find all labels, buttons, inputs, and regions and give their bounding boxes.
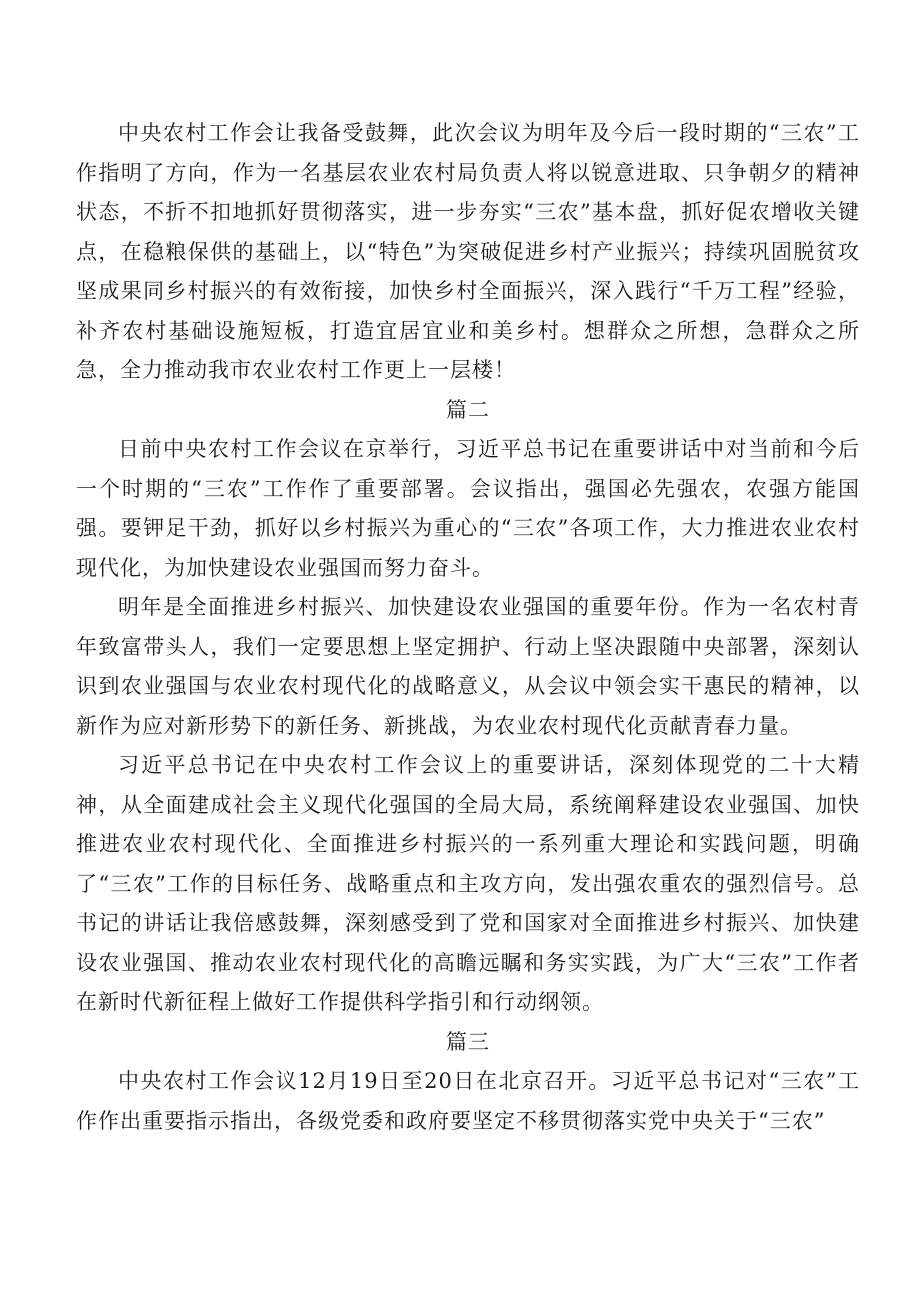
paragraph-5: 中央农村工作会议12月19日至20日在北京召开。习近平总书记对“三农”工作作出重要指示指出，各级党委和政府要坚定不移贯彻落实党中央关于“三农”: [76, 1069, 860, 1133]
document-body: [76, 114, 860, 1141]
paragraph-4: 习近平总书记在中央农村工作会议上的重要讲话，深刻体现党的二十大精神，从全面建成社会主义现代化强国的全局大局，系统阐释建设农业强国、加快推进农业农村现代化、全面推进乡村振兴的一系列重大理论和实践问题，明确了“三农”工作的目标任务、战略重点和主攻方向，发出强农重农的强烈信号。总书记的讲话让我倍感鼓舞，深刻感受到了党和国家对全面推进乡村振兴、加快建设农业强国、推动农业农村现代化的高瞻远瞩和务实实践，为广大“三农”工作者在新时代新征程上做好工作提供科学指引和行动纲领。: [76, 753, 860, 1014]
section-heading-3: 篇三: [446, 1029, 490, 1054]
section-heading-2: 篇二: [446, 397, 490, 422]
paragraph-2: 日前中央农村工作会议在京举行，习近平总书记在重要讲话中对当前和今后一个时期的“三农”工作作了重要部署。会议指出，强国必先强农，农强方能国强。要钾足干劲，抓好以乡村振兴为重心的“三农”各项工作，大力推进农业农村现代化，为加快建设农业强国而努力奋斗。: [76, 437, 860, 580]
paragraph-1: 中央农村工作会让我备受鼓舞，此次会议为明年及今后一段时期的“三农”工作指明了方向，作为一名基层农业农村局负责人将以锐意进取、只争朝夕的精神状态，不折不扣地抓好贯彻落实，进一步夯实“三农”基本盘，抓好促农增收关键点，在稳粮保供的基础上，以“特色”为突破促进乡村产业振兴；持续巩固脱贫攻坚成果同乡村振兴的有效衔接，加快乡村全面振兴，深入践行“千万工程”经验，补齐农村基础设施短板，打造宜居宜业和美乡村。想群众之所想，急群众之所急，全力推动我市农业农村工作更上一层楼！: [76, 121, 860, 382]
paragraph-3: 明年是全面推进乡村振兴、加快建设农业强国的重要年份。作为一名农村青年致富带头人，我们一定要思想上坚定拥护、行动上坚决跟随中央部署，深刻认识到农业强国与农业农村现代化的战略意义，从会议中领会实干惠民的精神，以新作为应对新形势下的新任务、新挑战，为农业农村现代化贡献青春力量。: [76, 595, 860, 738]
